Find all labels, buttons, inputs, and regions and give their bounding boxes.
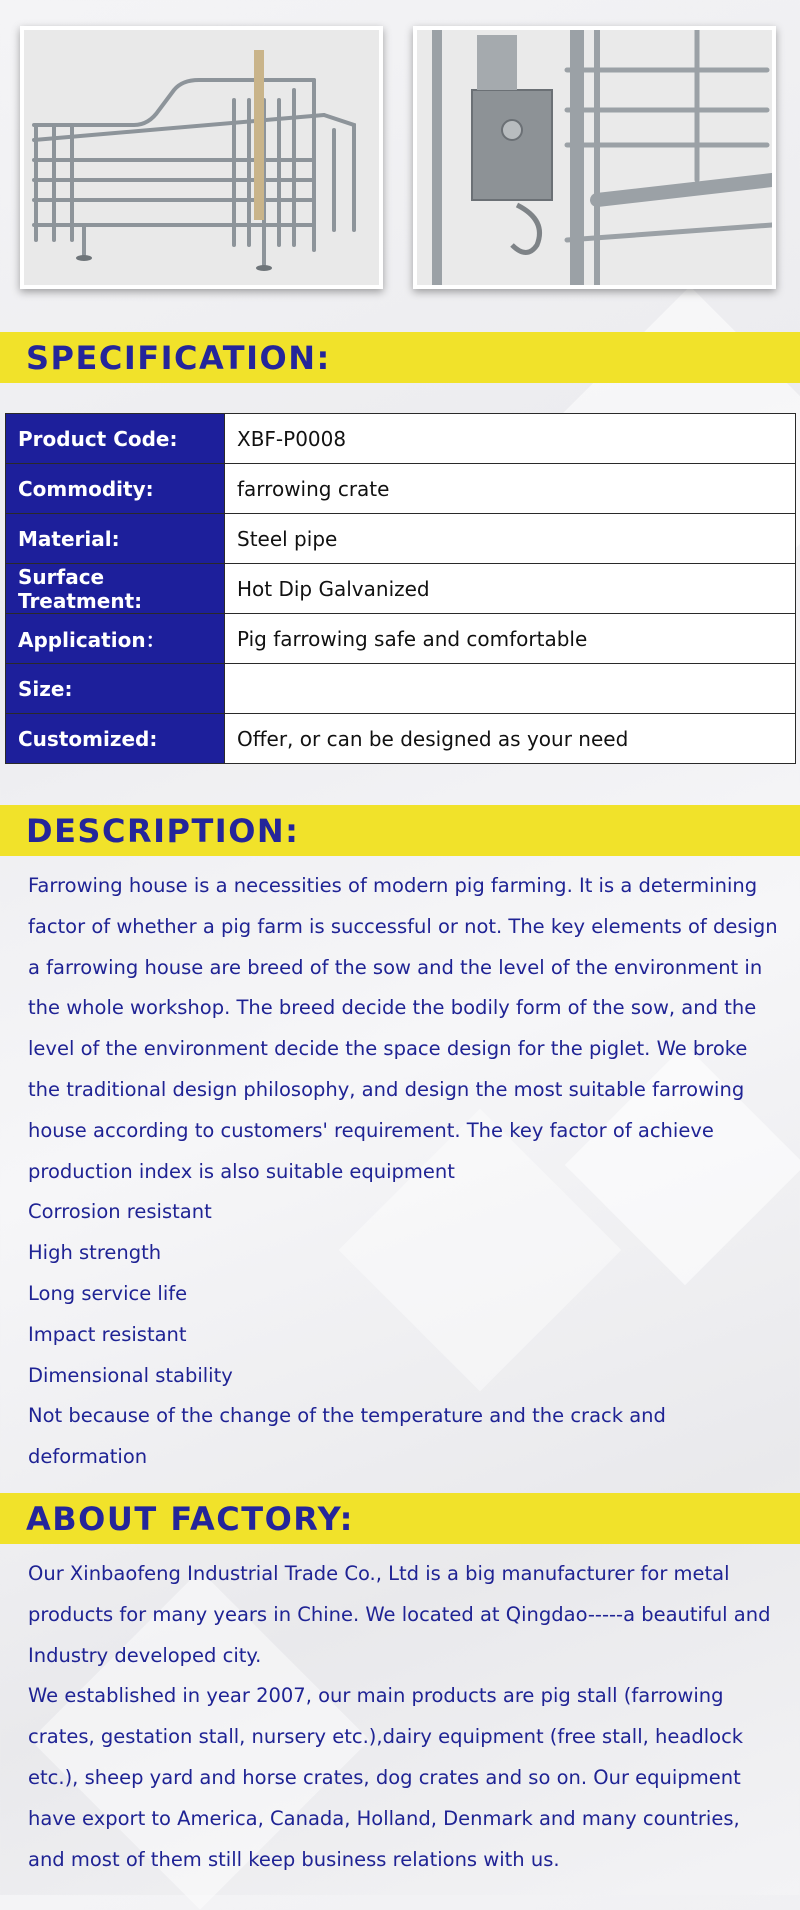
about-line: have export to America, Canada, Holland, Denmark and many countries,: [28, 1806, 740, 1830]
description-line: the whole workshop. The breed decide the bodily form of the sow, and the: [28, 996, 757, 1020]
specification-heading: SPECIFICATION:: [26, 339, 331, 377]
spec-row: [6, 614, 796, 664]
description-line: Corrosion resistant: [28, 1200, 212, 1224]
spec-label: Commodity:: [6, 464, 225, 514]
description-line: a farrowing house are breed of the sow and the level of the environment in: [28, 955, 763, 979]
about-line: etc.), sheep yard and horse crates, dog crates and so on. Our equipment: [28, 1765, 741, 1789]
about-line: products for many years in Chine. We located at Qingdao-----a beautiful and: [28, 1602, 771, 1626]
about-factory-text: [28, 1554, 788, 1880]
spec-label: Material:: [6, 514, 225, 564]
description-line: High strength: [28, 1241, 162, 1265]
description-line: deformation: [28, 1445, 148, 1469]
description-line: production index is also suitable equipment: [28, 1159, 455, 1183]
about-line: We established in year 2007, our main products are pig stall (farrowing: [28, 1684, 724, 1708]
description-text: [28, 866, 788, 1478]
spec-row: [6, 414, 796, 464]
spec-row: [6, 664, 796, 714]
spec-row: [6, 464, 796, 514]
specification-banner: [0, 332, 800, 383]
spec-row: [6, 564, 796, 614]
crate-latch-closeup-photo: [413, 26, 776, 289]
description-banner: [0, 805, 800, 856]
spec-value: Hot Dip Galvanized: [225, 564, 796, 614]
spec-value: Offer, or can be designed as your need: [225, 714, 796, 764]
description-line: Long service life: [28, 1281, 188, 1305]
spec-value: XBF-P0008: [225, 414, 796, 464]
about-line: Our Xinbaofeng Industrial Trade Co., Ltd is a big manufacturer for metal: [28, 1562, 730, 1585]
description-line: Farrowing house is a necessities of modern pig farming. It is a determining: [28, 874, 758, 897]
spec-value: [225, 664, 796, 714]
spec-label: Product Code:: [6, 414, 225, 464]
spec-label: Application：: [6, 614, 225, 664]
spec-row: [6, 714, 796, 764]
description-line: the traditional design philosophy, and design the most suitable farrowing: [28, 1077, 745, 1101]
description-line: factor of whether a pig farm is successful or not. The key elements of design: [28, 914, 778, 938]
description-line: Impact resistant: [28, 1322, 187, 1346]
about-factory-heading: ABOUT FACTORY:: [26, 1500, 354, 1538]
spec-label: Surface Treatment:: [6, 564, 225, 614]
farrowing-crate-photo: [20, 26, 383, 289]
description-heading: DESCRIPTION:: [26, 812, 300, 850]
spec-value: Pig farrowing safe and comfortable: [225, 614, 796, 664]
about-factory-banner: [0, 1493, 800, 1544]
about-line: crates, gestation stall, nursery etc.),dairy equipment (free stall, headlock: [28, 1725, 744, 1749]
description-line: Dimensional stability: [28, 1363, 233, 1387]
specification-table: [5, 413, 796, 764]
about-line: and most of them still keep business relations with us.: [28, 1847, 560, 1871]
description-line: level of the environment decide the space design for the piglet. We broke: [28, 1037, 748, 1061]
spec-value: Steel pipe: [225, 514, 796, 564]
spec-row: [6, 514, 796, 564]
spec-label: Customized:: [6, 714, 225, 764]
description-line: Not because of the change of the temperature and the crack and: [28, 1404, 666, 1428]
about-line: Industry developed city.: [28, 1643, 262, 1667]
description-line: house according to customers' requirement. The key factor of achieve: [28, 1118, 714, 1142]
spec-label: Size:: [6, 664, 225, 714]
spec-value: farrowing crate: [225, 464, 796, 514]
